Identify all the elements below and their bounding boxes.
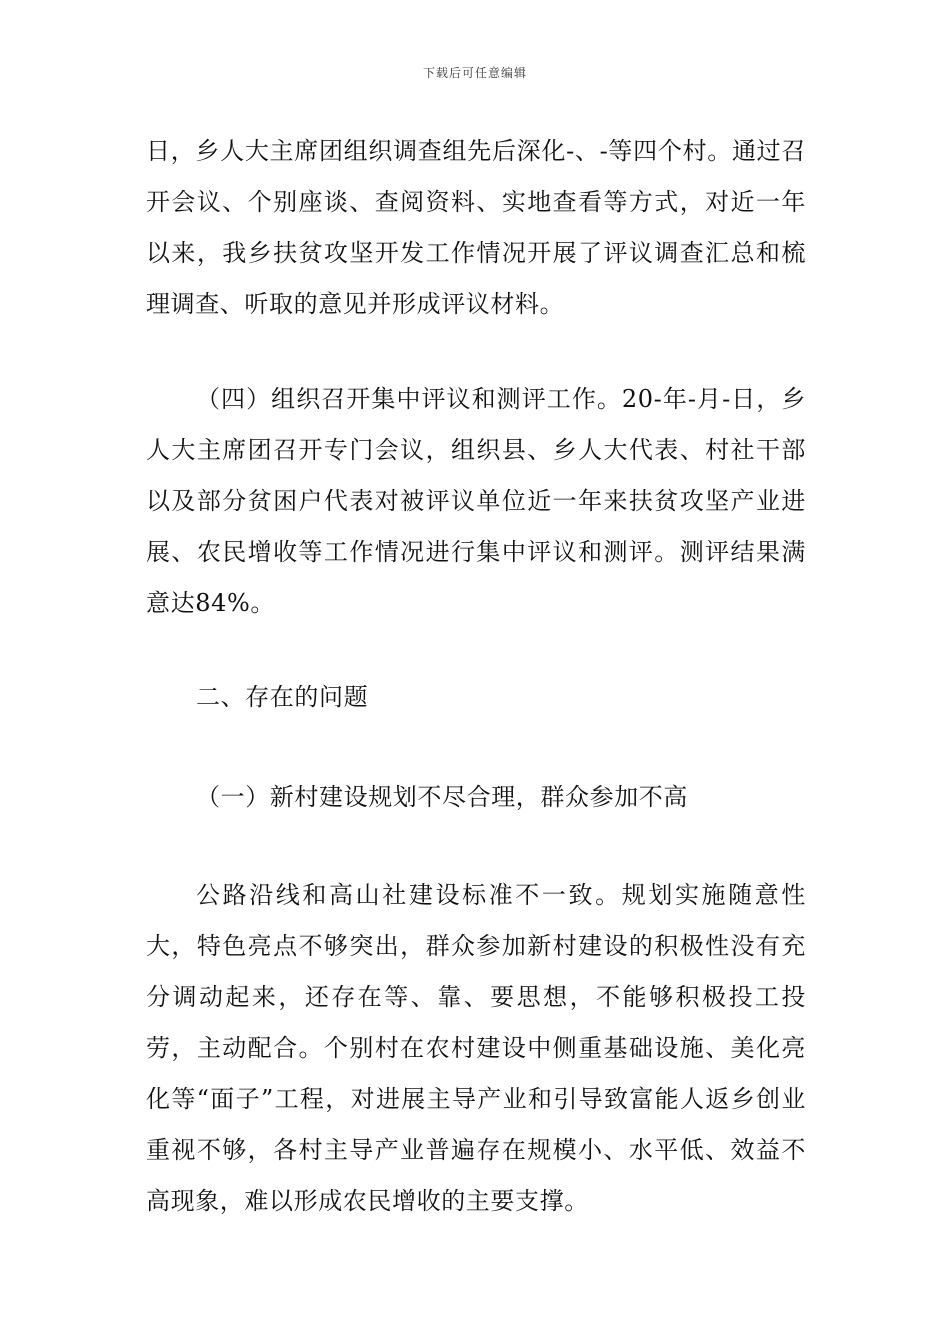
- paragraph-investigation: 日，乡人大主席团组织调查组先后深化-、-等四个村。通过召开会议、个别座谈、查阅资料、实地查看等方式，对近一年以来，我乡扶贫攻坚开发工作情况开展了评议调查汇总和梳理调查、听取的意见并形成评议材料。: [146, 137, 806, 318]
- paragraph-planning-details: 公路沿线和高山社建设标准不一致。规划实施随意性大，特色亮点不够突出，群众参加新村建设的积极性没有充分调动起来，还存在等、靠、要思想，不能够积极投工投劳，主动配合。个别村在农村建设中侧重基础设施、美化亮化等“面子”工程，对进展主导产业和引导致富能人返乡创业重视不够，各村主导产业普遍存在规模小、水平低、效益不高现象，难以形成农民增收的主要支撑。: [146, 881, 806, 1215]
- subsection-heading-planning: （一）新村建设规划不尽合理，群众参加不高: [196, 783, 688, 811]
- page-header: 下载后可任意编辑: [422, 66, 527, 80]
- paragraph-evaluation: （四）组织召开集中评议和测评工作。20-年-月-日，乡人大主席团召开专门会议，组织县、乡人大代表、村社干部以及部分贫困户代表对被评议单位近一年来扶贫攻坚产业进展、农民增收等工作情况进行集中评议和测评。测评结果满意达84%。: [146, 385, 806, 617]
- section-heading-problems: 二、存在的问题: [196, 683, 369, 711]
